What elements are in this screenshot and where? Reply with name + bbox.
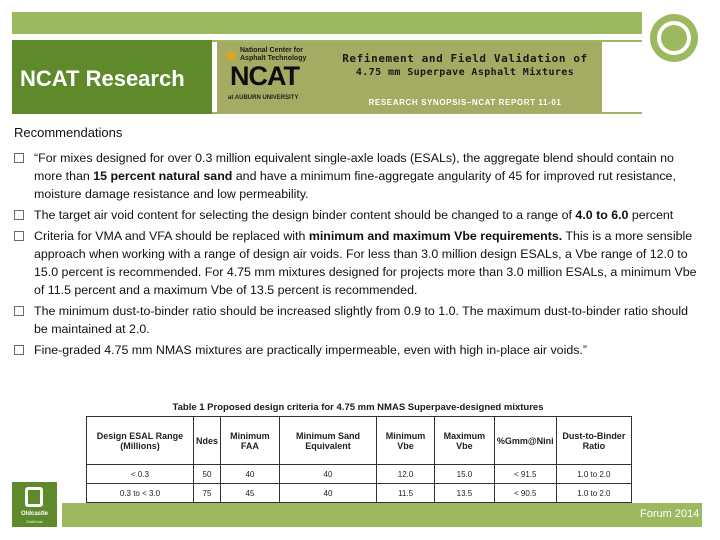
- bullet-item: “For mixes designed for over 0.3 million equivalent single-axle loads (ESALs), the aggregate blend should contain no more than 15 percent natural sand and have a minimum fine-aggregate angularity of 45 for improved rut resistance, moisture damage resistance and low permeability.: [14, 149, 704, 203]
- table-cell: 75: [193, 484, 220, 503]
- top-decor-strip: [12, 12, 642, 34]
- ncat-logo: [220, 45, 325, 110]
- bullet-item: The minimum dust-to-binder ratio should be increased slightly from 0.9 to 1.0. The maximum dust-to-binder ratio should be maintained at 2.0.: [14, 302, 704, 338]
- circle-ornament-icon: [650, 14, 698, 62]
- table-header-cell: Dust-to-Binder Ratio: [556, 417, 631, 465]
- table-cell: 40: [220, 465, 279, 484]
- table-cell: < 0.3: [87, 465, 194, 484]
- table-cell: 13.5: [434, 484, 494, 503]
- logo-university: at AUBURN UNIVERSITY: [228, 95, 299, 101]
- bullet-box-icon: [14, 153, 24, 163]
- slide-title: NCAT Research: [20, 66, 185, 91]
- logo-caption: National Center for Asphalt Technology: [240, 47, 307, 62]
- section-title: Recommendations: [14, 125, 123, 140]
- recommendations-list: [14, 149, 704, 362]
- table-cell: 1.0 to 2.0: [556, 484, 631, 503]
- oldcastle-logo: [12, 482, 57, 527]
- table-cell: 40: [279, 465, 376, 484]
- banner-title-line2: 4.75 mm Superpave Asphalt Mixtures: [355, 67, 575, 78]
- logo-name: NCAT: [230, 61, 299, 91]
- table-cell: 0.3 to < 3.0: [87, 484, 194, 503]
- table-cell: 50: [193, 465, 220, 484]
- footer-bar: [62, 503, 702, 527]
- banner-title-line1: Refinement and Field Validation of: [342, 52, 588, 65]
- bullet-item: The target air void content for selecting the design binder content should be changed to a range of 4.0 to 6.0 percent: [14, 206, 704, 224]
- oldcastle-mark-icon: [25, 487, 43, 507]
- table-header-cell: Minimum FAA: [220, 417, 279, 465]
- table-header-cell: Minimum Sand Equivalent: [279, 417, 376, 465]
- footer-logo-text: Oldcastle: [20, 511, 48, 517]
- table-header-cell: %Gmm@Nini: [494, 417, 556, 465]
- table-row: [87, 484, 632, 503]
- table-header-cell: Design ESAL Range (Millions): [87, 417, 194, 465]
- table-header-cell: Maximum Vbe: [434, 417, 494, 465]
- table-cell: 45: [220, 484, 279, 503]
- bullet-box-icon: [14, 231, 24, 241]
- table-cell: 11.5: [377, 484, 435, 503]
- bullet-item: Fine-graded 4.75 mm NMAS mixtures are practically impermeable, even with high in-place air voids.”: [14, 341, 704, 359]
- table-cell: 1.0 to 2.0: [556, 465, 631, 484]
- bullet-box-icon: [14, 345, 24, 355]
- table-cell: 15.0: [434, 465, 494, 484]
- table-cell: < 91.5: [494, 465, 556, 484]
- footer-text: Forum 2014: [640, 508, 700, 520]
- banner-subtitle: RESEARCH SYNOPSIS–NCAT REPORT 11-01: [368, 98, 562, 107]
- bullet-box-icon: [14, 306, 24, 316]
- table-cell: 12.0: [377, 465, 435, 484]
- table-row: [87, 465, 632, 484]
- table-cell: 40: [279, 484, 376, 503]
- bullet-box-icon: [14, 210, 24, 220]
- table-caption: Table 1 Proposed design criteria for 4.75 mm NMAS Superpave-designed mixtures: [172, 402, 544, 413]
- table-cell: < 90.5: [494, 484, 556, 503]
- footer-logo-sub: Materials: [26, 519, 43, 524]
- bullet-item: Criteria for VMA and VFA should be replaced with minimum and maximum Vbe requirements. This is a more sensible approach when working with a range of design air voids. For less than 3.0 million design ESALs, a Vbe range of 12.0 to 15.0 percent is recommended. For 4.75 mm mixtures designed for projects more than 3.0 million ESALs, a minimum Vbe of 11.5 percent and a maximum Vbe of 13.5 percent is recommended.: [14, 227, 704, 299]
- table-header-cell: Minimum Vbe: [377, 417, 435, 465]
- table-header-cell: Ndes: [193, 417, 220, 465]
